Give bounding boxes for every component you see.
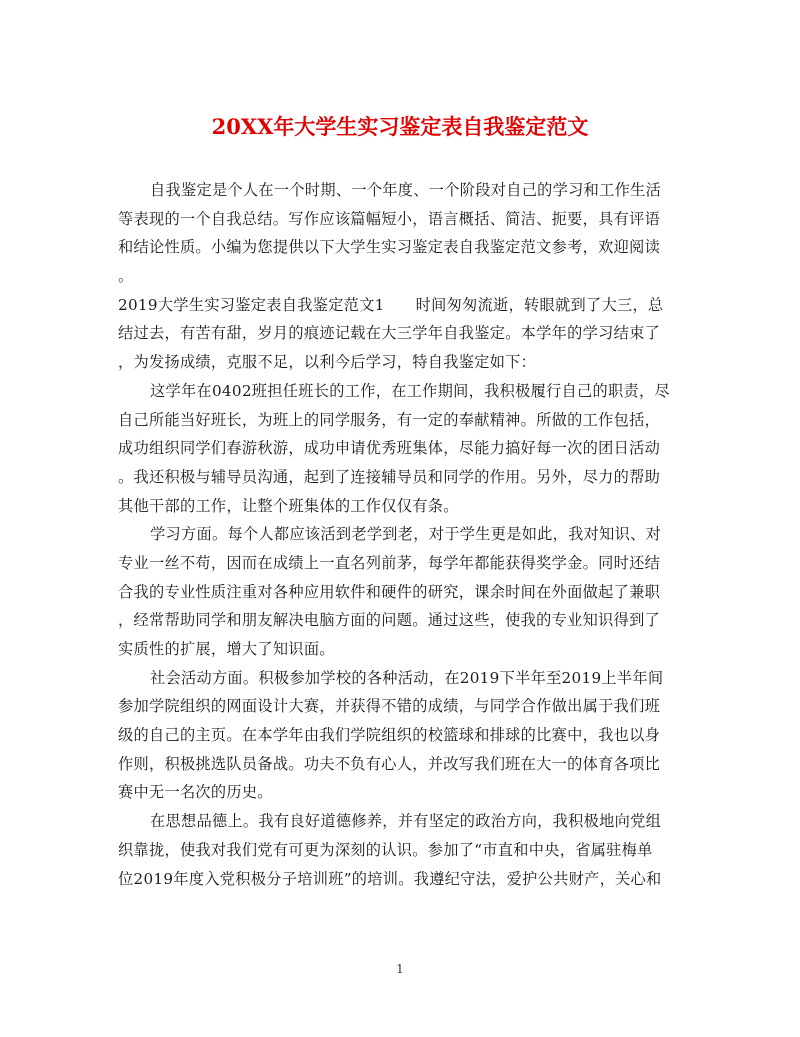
text-line: 自己所能当好班长，为班上的同学服务，有一定的奉献精神。所做的工作包括， xyxy=(118,410,661,429)
text-line: 2019大学生实习鉴定表自我鉴定范文1 时间匆匆流逝，转眼就到了大三，总 xyxy=(118,295,664,314)
text-line: 实质性的扩展，增大了知识面。 xyxy=(118,640,335,658)
text-line: 赛中无一名次的历史。 xyxy=(118,783,273,802)
text-line: 作则，积极挑选队员备战。功夫不负有心人，并改写我们班在大一的体育各项比 xyxy=(118,754,661,773)
text-line: 其他干部的工作，让整个班集体的工作仅仅有条。 xyxy=(118,496,459,515)
page-number: 1 xyxy=(396,962,404,976)
text-line: 参加学院组织的网面设计大赛，并获得不错的成绩，与同学合作做出属于我们班 xyxy=(118,697,661,716)
text-line: 合我的专业性质注重对各种应用软件和硬件的研究，课余时间在外面做起了兼职 xyxy=(118,582,661,601)
text-line: 结过去，有苦有甜，岁月的痕迹记载在大三学年自我鉴定。本学年的学习结束了 xyxy=(118,324,661,343)
text-line: 。我还积极与辅导员沟通，起到了连接辅导员和同学的作用。另外，尽力的帮助 xyxy=(118,467,661,486)
text-line: 自我鉴定是个人在一个时期、一个年度、一个阶段对自己的学习和工作生活 xyxy=(150,181,662,199)
text-line: 和结论性质。小编为您提供以下大学生实习鉴定表自我鉴定范文参考，欢迎阅读 xyxy=(118,238,661,257)
text-line: 级的自己的主页。在本学年由我们学院组织的校篮球和排球的比赛中，我也以身 xyxy=(118,726,661,745)
text-line: 织靠拢，使我对我们党有可更为深刻的认识。参加了“市直和中央，省属驻梅单 xyxy=(118,840,653,859)
text-line: 等表现的一个自我总结。写作应该篇幅短小，语言概括、简洁、扼要，具有评语 xyxy=(118,209,661,228)
text-line: 在思想品德上。我有良好道德修养，并有坚定的政治方向，我积极地向党组 xyxy=(150,812,662,831)
text-line: 专业一丝不苟，因而在成绩上一直名列前茅，每学年都能获得奖学金。同时还结 xyxy=(118,553,661,572)
text-line: 。 xyxy=(118,267,134,286)
text-line: 社会活动方面。积极参加学校的各种活动，在2019下半年至2019上半年间 xyxy=(150,668,664,687)
document-body xyxy=(118,176,684,893)
text-line: 学习方面。每个人都应该活到老学到老，对于学生更是如此，我对知识、对 xyxy=(150,525,662,544)
text-line: ，为发扬成绩，克服不足，以利今后学习，特自我鉴定如下： xyxy=(118,353,537,372)
text-line: ，经常帮助同学和朋友解决电脑方面的问题。通过这些，使我的专业知识得到了 xyxy=(118,611,661,630)
text-line: 成功组织同学们春游秋游，成功申请优秀班集体，尽能力搞好每一次的团日活动 xyxy=(118,439,661,458)
document-title: 20XX年大学生实习鉴定表自我鉴定范文 xyxy=(211,114,589,139)
text-line: 这学年在0402班担任班长的工作，在工作期间，我积极履行自己的职责，尽 xyxy=(150,381,670,400)
text-line: 位2019年度入党积极分子培训班”的培训。我遵纪守法，爱护公共财产，关心和 xyxy=(118,869,662,888)
